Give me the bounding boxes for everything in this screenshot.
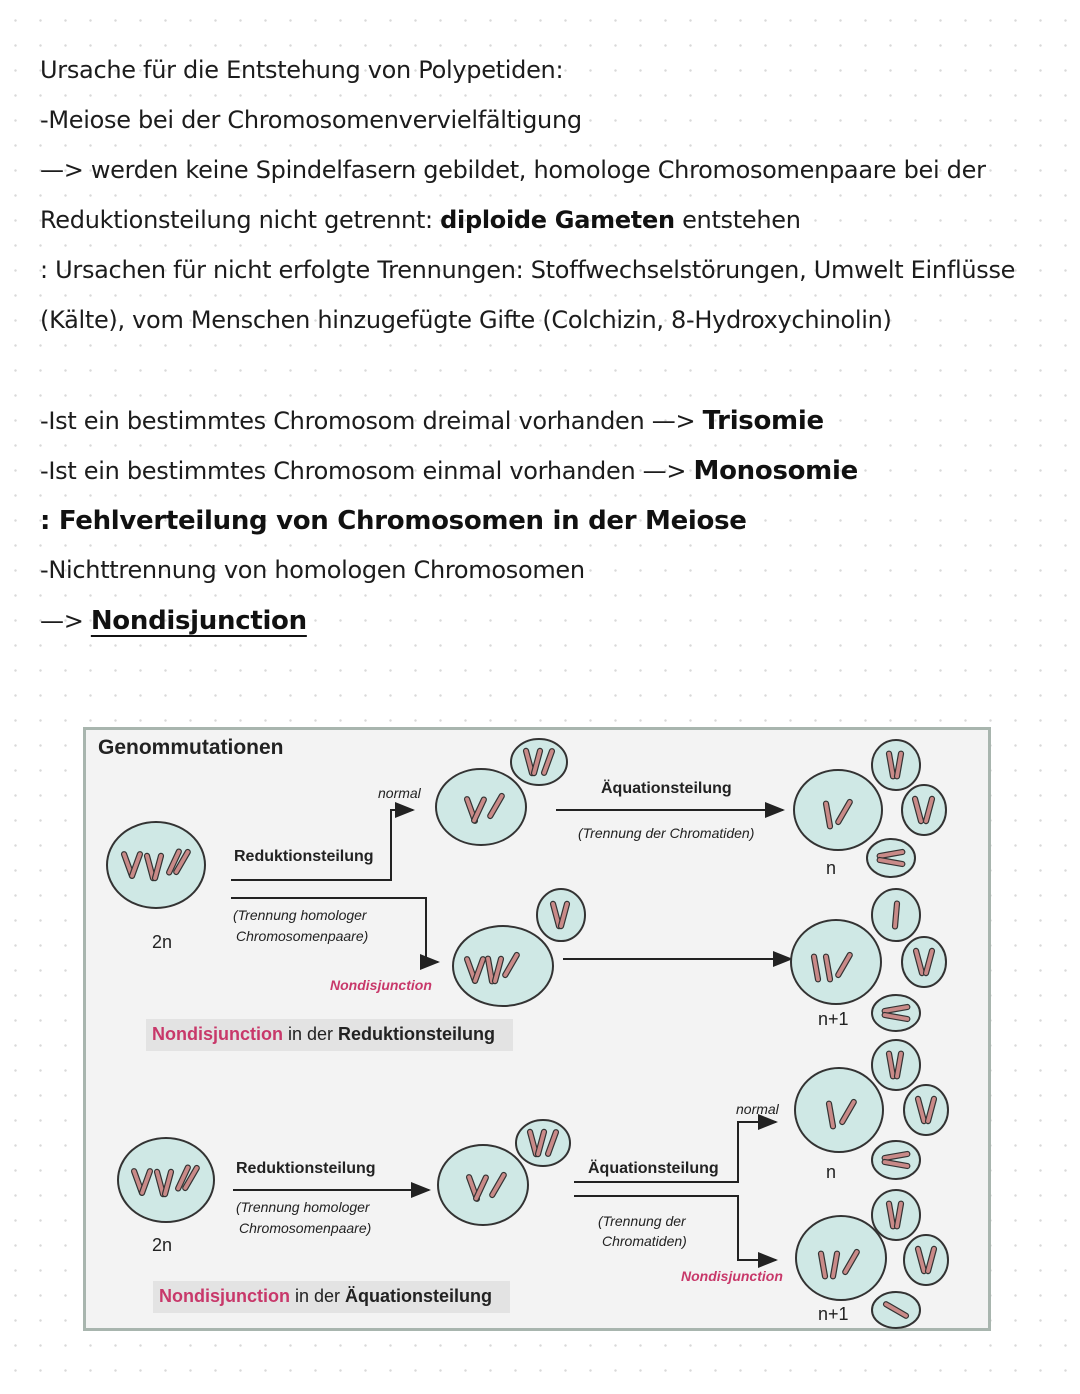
ploidy-n-top: n xyxy=(826,858,837,878)
ploidy-n-plus-1-bottom: n+1 xyxy=(818,1304,849,1324)
label-trennung-homologer-bottom-2: Chromosomenpaare) xyxy=(239,1220,372,1236)
note-line-3: —> werden keine Spindelfasern gebildet, homologe Chromosomenpaare bei der xyxy=(40,156,986,184)
cell-2n-bottom xyxy=(118,1138,214,1222)
note-line-11: —> Nondisjunction xyxy=(40,606,307,636)
note-line-9: : Fehlverteilung von Chromosomen in der Meiose xyxy=(40,506,747,536)
ploidy-2n-top: 2n xyxy=(152,932,173,952)
caption-aequationsteilung: Nondisjunction in der Äquationsteilung xyxy=(153,1281,510,1313)
note-line-7: -Ist ein bestimmtes Chromosom dreimal vorhanden —> Trisomie xyxy=(40,406,824,436)
label-nondisjunction-top: Nondisjunction xyxy=(330,977,432,993)
label-nondisjunction-bottom: Nondisjunction xyxy=(681,1268,783,1284)
cell-2n-top xyxy=(107,822,205,908)
label-aequationsteilung-top: Äquationsteilung xyxy=(601,780,732,797)
label-chromatiden-bottom-2: Chromatiden) xyxy=(602,1233,687,1249)
ploidy-n-plus-1-top: n+1 xyxy=(818,1009,849,1029)
label-reduktionsteilung-bottom: Reduktionsteilung xyxy=(236,1160,376,1177)
label-normal-bottom: normal xyxy=(736,1101,779,1117)
cell-normal-top xyxy=(436,739,567,845)
label-trennung-homologer-top-2: Chromosomenpaare) xyxy=(236,928,369,944)
label-chromatiden-top: (Trennung der Chromatiden) xyxy=(578,825,755,841)
cell-nondisjunction-top xyxy=(453,889,585,1006)
genommutationen-figure xyxy=(83,727,991,1331)
ploidy-n-bottom: n xyxy=(826,1162,837,1182)
note-line-10: -Nichttrennung von homologen Chromosomen xyxy=(40,556,585,584)
note-line-2: -Meiose bei der Chromosomenvervielfältigung xyxy=(40,106,582,134)
ploidy-2n-bottom: 2n xyxy=(152,1235,173,1255)
note-line-5: : Ursachen für nicht erfolgte Trennungen: Stoffwechselstörungen, Umwelt Einflüsse xyxy=(40,256,1016,284)
label-aequationsteilung-bottom: Äquationsteilung xyxy=(588,1160,719,1177)
label-chromatiden-bottom-1: (Trennung der xyxy=(598,1213,686,1229)
caption-reduktionsteilung: Nondisjunction in der Reduktionsteilung xyxy=(146,1019,513,1051)
note-line-1: Ursache für die Entstehung von Polypetiden: xyxy=(40,56,564,84)
cell-n-top xyxy=(794,740,946,877)
label-normal-top: normal xyxy=(378,785,421,801)
cell-n-plus-1-top xyxy=(791,889,946,1031)
cell-normal-bottom xyxy=(438,1120,570,1225)
label-trennung-homologer-bottom-1: (Trennung homologer xyxy=(236,1199,370,1215)
cell-n-bottom xyxy=(795,1040,948,1179)
note-line-8: -Ist ein bestimmtes Chromosom einmal vorhanden —> Monosomie xyxy=(40,456,858,486)
figure-title: Genommutationen xyxy=(98,736,284,759)
note-line-6: (Kälte), vom Menschen hinzugefügte Gifte (Colchizin, 8-Hydroxychinolin) xyxy=(40,306,892,334)
label-reduktionsteilung-top: Reduktionsteilung xyxy=(234,848,374,865)
label-trennung-homologer-top-1: (Trennung homologer xyxy=(233,907,367,923)
note-line-4: Reduktionsteilung nicht getrennt: diploide Gameten entstehen xyxy=(40,206,801,234)
